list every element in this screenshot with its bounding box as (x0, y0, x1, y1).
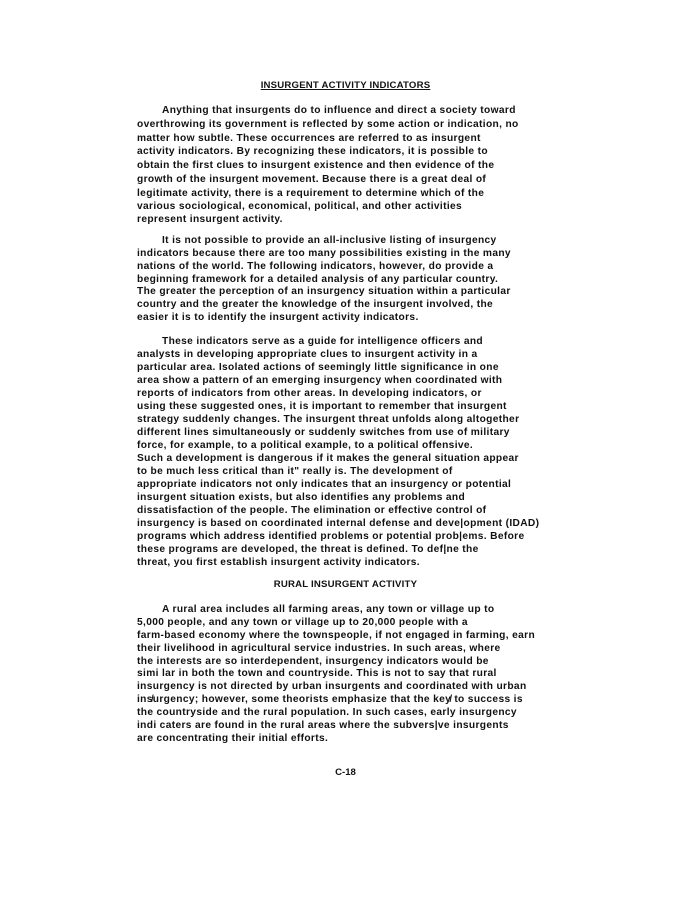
text-line: obtain the first clues to insurgent existence and then evidence of the (137, 160, 495, 171)
text-line: nations of the world. The following indicators, however, do provide a (137, 261, 494, 272)
text-line: ins̸urgency; however, some theorists emphasize that the key̸ to success is (137, 694, 523, 705)
text-line: insurgency is based on coordinated internal defense and deve|opment (IDAD) (137, 518, 540, 529)
text-line: easier it is to identify the insurgent activity indicators. (137, 312, 419, 323)
text-line: farm-based economy where the townspeople, if not engaged in farming, earn (137, 630, 536, 641)
text-line: are concentrating their initial efforts. (137, 733, 329, 744)
text-line: the interests are so interdependent, insurgency indicators would be (137, 656, 489, 667)
text-line: using these suggested ones, it is important to remember that insurgent (137, 401, 507, 412)
text-line: particular area. Isolated actions of seemingly little significance in one (137, 362, 499, 373)
text-line: indi caters are found in the rural areas where the subvers|ve insurgents (137, 720, 509, 731)
text-line: appropriate indicators not only indicates that an insurgency or potential (137, 479, 512, 490)
text-line: simi lar in both the town and countryside. This is not to say that rural (137, 668, 497, 679)
page-heading: INSURGENT ACTIVITY INDICATORS (260, 80, 431, 91)
text-line: Anything that insurgents do to influence and direct a society toward (162, 105, 516, 116)
page-number: C-18 (335, 767, 356, 778)
text-line: beginning framework for a detailed analysis of any particular country. (137, 274, 499, 285)
text-line: to be much less critical than it" really is. The development of (137, 466, 453, 477)
text-line: their livelihood in agricultural service industries. In such areas, where (137, 643, 501, 654)
text-line: various sociological, economical, political, and other activities (137, 201, 463, 212)
text-line: overthrowing its government is reflected by some action or indication, no (137, 119, 519, 130)
text-line: It is not possible to provide an all-inclusive listing of insurgency (162, 235, 497, 246)
text-line: insurgency is not directed by urban insurgents and coordinated with urban (137, 681, 527, 692)
text-line: dissatisfaction of the people. The elimination or effective control of (137, 505, 487, 516)
text-line: programs which address identified problems or potential prob|ems. Before (137, 531, 525, 542)
text-line: matter how subtle. These occurrences are referred to as insurgent (137, 133, 481, 144)
text-line: area show a pattern of an emerging insurgency when coordinated with (137, 375, 503, 386)
text-line: growth of the insurgent movement. Because there is a great deal of (137, 174, 487, 185)
text-line: force, for example, to a political example, to a political offensive. (137, 440, 474, 451)
text-line: the countryside and the rural population. In such cases, early insurgency (137, 707, 517, 718)
text-line: threat, you first establish insurgent activity indicators. (137, 557, 420, 568)
text-line: The greater the perception of an insurgency situation within a particular (137, 286, 511, 297)
text-line: activity indicators. By recognizing these indicators, it is possible to (137, 146, 488, 157)
text-line: A rural area includes all farming areas, any town or village up to (162, 604, 495, 615)
text-line: country and the greater the knowledge of the insurgent involved, the (137, 299, 494, 310)
text-line: strategy suddenly changes. The insurgent threat unfolds along altogether (137, 414, 520, 425)
text-line: Such a development is dangerous if it makes the general situation appear (137, 453, 519, 464)
text-line: These indicators serve as a guide for intelligence officers and (162, 336, 483, 347)
text-line: legitimate activity, there is a requirement to determine which of the (137, 188, 485, 199)
text-line: these programs are developed, the threat is defined. To def|ne the (137, 544, 479, 555)
section-heading: RURAL INSURGENT ACTIVITY (273, 579, 418, 590)
text-line: indicators because there are too many possibilities existing in the many (137, 248, 511, 259)
text-line: different lines simultaneously or suddenly switches from use of military (137, 427, 510, 438)
text-line: 5,000 people, and any town or village up to 20,000 people with a (137, 617, 468, 628)
text-line: reports of indicators from other areas. In developing indicators, or (137, 388, 482, 399)
text-line: represent insurgent activity. (137, 214, 283, 225)
text-line: analysts in developing appropriate clues to insurgent activity in a (137, 349, 478, 360)
text-line: insurgent situation exists, but also identifies any problems and (137, 492, 466, 503)
